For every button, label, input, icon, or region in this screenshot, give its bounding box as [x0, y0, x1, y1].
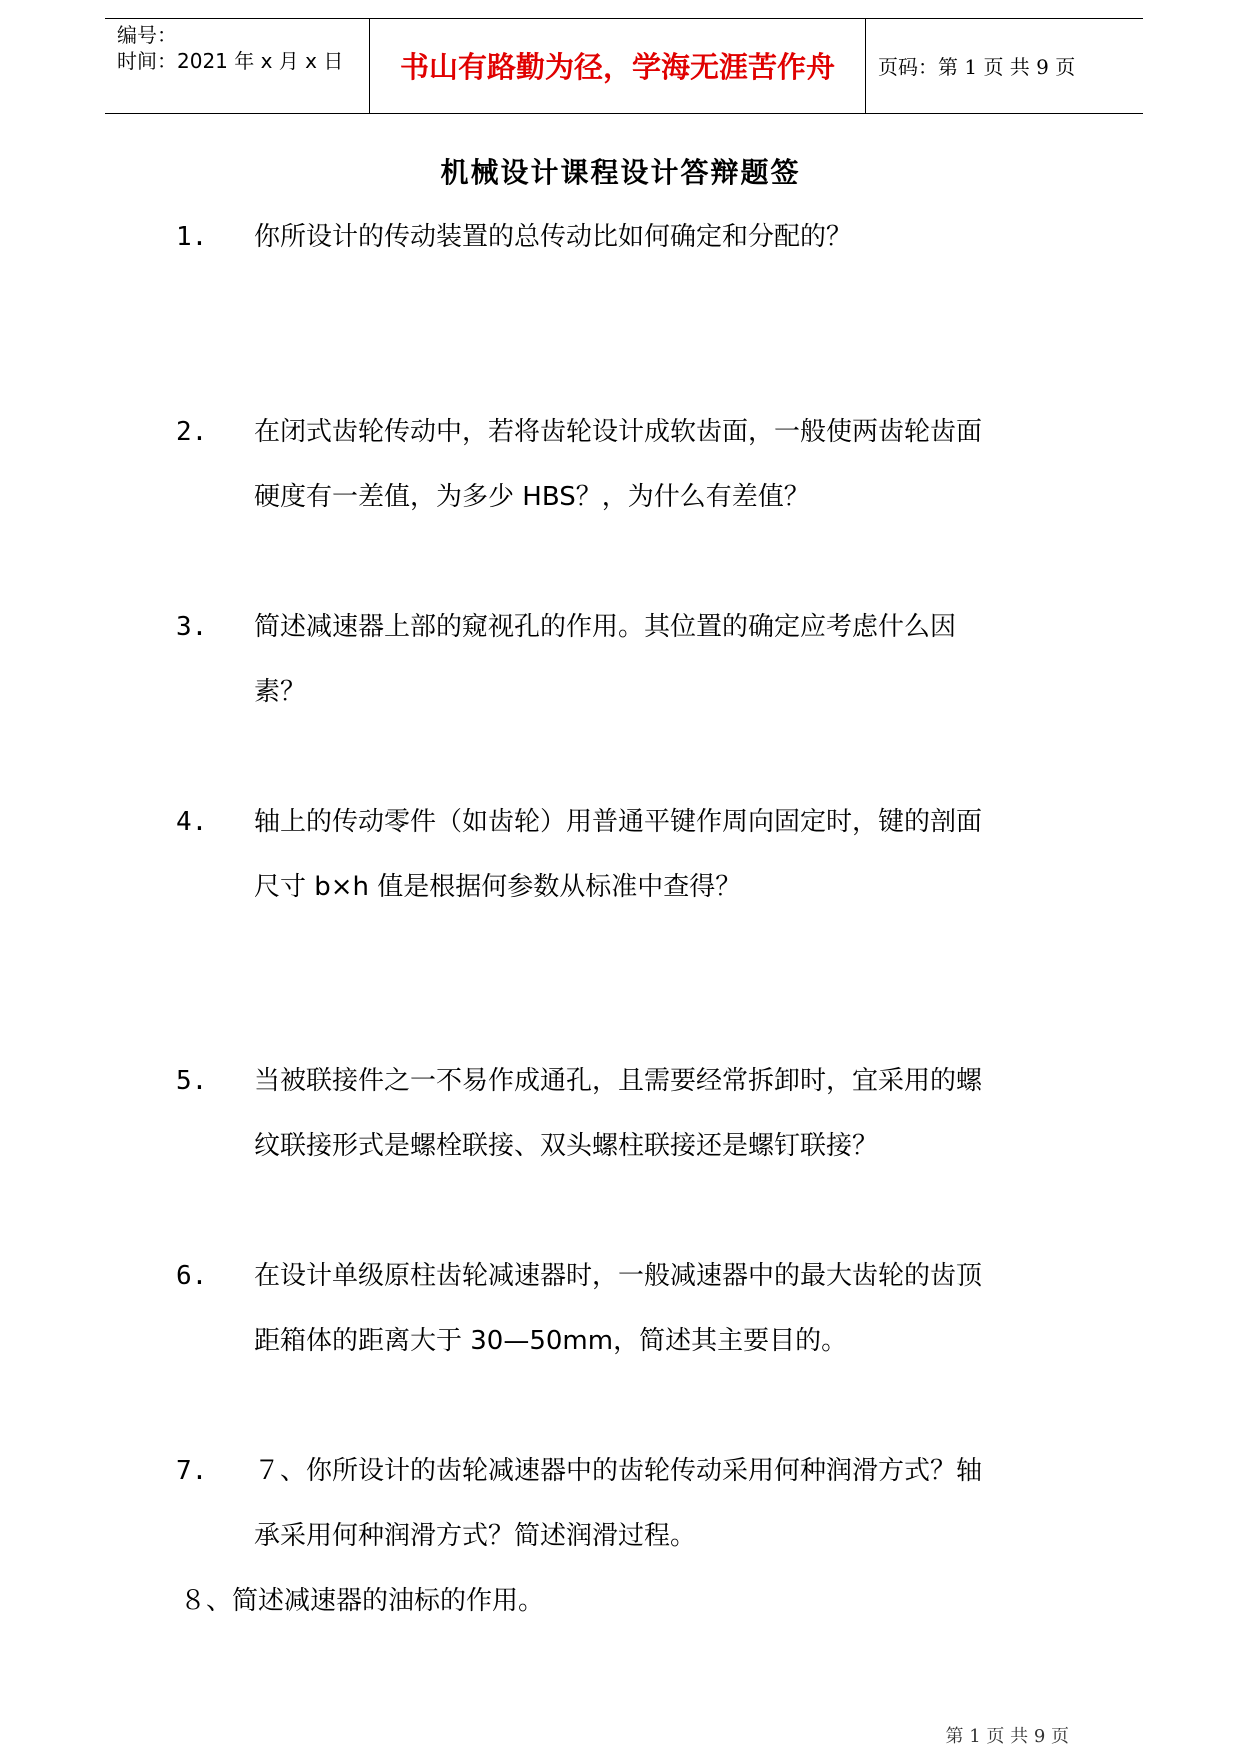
question-text-line: 承采用何种润滑方式？简述润滑过程。: [254, 1521, 697, 1551]
question-number: 3.: [176, 612, 208, 642]
question-text-line: 在闭式齿轮传动中，若将齿轮设计成软齿面，一般使两齿轮齿面: [254, 417, 983, 447]
page-footer: 第 1 页 共 9 页: [945, 1726, 1069, 1747]
question-text-line: 硬度有一差值，为多少 HBS？，为什么有差值？: [254, 482, 810, 512]
question-text-line: ７、你所设计的齿轮减速器中的齿轮传动采用何种润滑方式？轴: [254, 1456, 983, 1486]
document-title: 机械设计课程设计答辩题签: [440, 156, 801, 189]
header-page-cell: [866, 19, 1143, 113]
question-text-line: 你所设计的传动装置的总传动比如何确定和分配的？: [254, 222, 853, 252]
motto-text: 书山有路勤为径，学海无涯苦作舟: [399, 50, 835, 84]
question-number: 1.: [176, 222, 208, 252]
question-number: 6.: [176, 1261, 208, 1291]
question-text-line: 在设计单级原柱齿轮减速器时，一般减速器中的最大齿轮的齿顶: [254, 1261, 983, 1291]
question-number: 4.: [176, 807, 208, 837]
page-info: 页码：第 1 页 共 9 页: [878, 55, 1076, 79]
question-number: 7.: [176, 1456, 208, 1486]
serial-label: 编号：: [117, 23, 177, 47]
question-text-line: 当被联接件之一不易作成通孔，且需要经常拆卸时，宜采用的螺: [254, 1066, 983, 1096]
question-text-line: 简述减速器上部的窥视孔的作用。其位置的确定应考虑什么因: [254, 612, 957, 642]
question-text-line: 纹联接形式是螺栓联接、双头螺柱联接还是螺钉联接？: [254, 1131, 879, 1161]
question-text-line: 尺寸 b×h 值是根据何参数从标准中查得？: [254, 872, 742, 902]
time-line: 时间：2021 年 x 月 x 日: [117, 49, 344, 73]
question-text-line: 素？: [254, 677, 307, 707]
question-8: ８、简述减速器的油标的作用。: [180, 1586, 545, 1616]
page-header: [105, 18, 1143, 114]
header-motto-cell: [370, 19, 866, 113]
question-number: 2.: [176, 417, 208, 447]
question-text-line: 轴上的传动零件（如齿轮）用普通平键作周向固定时，键的剖面: [254, 807, 983, 837]
header-meta-cell: [105, 19, 370, 113]
question-text-line: 距箱体的距离大于 30—50mm，简述其主要目的。: [254, 1326, 848, 1356]
question-number: 5.: [176, 1066, 208, 1096]
